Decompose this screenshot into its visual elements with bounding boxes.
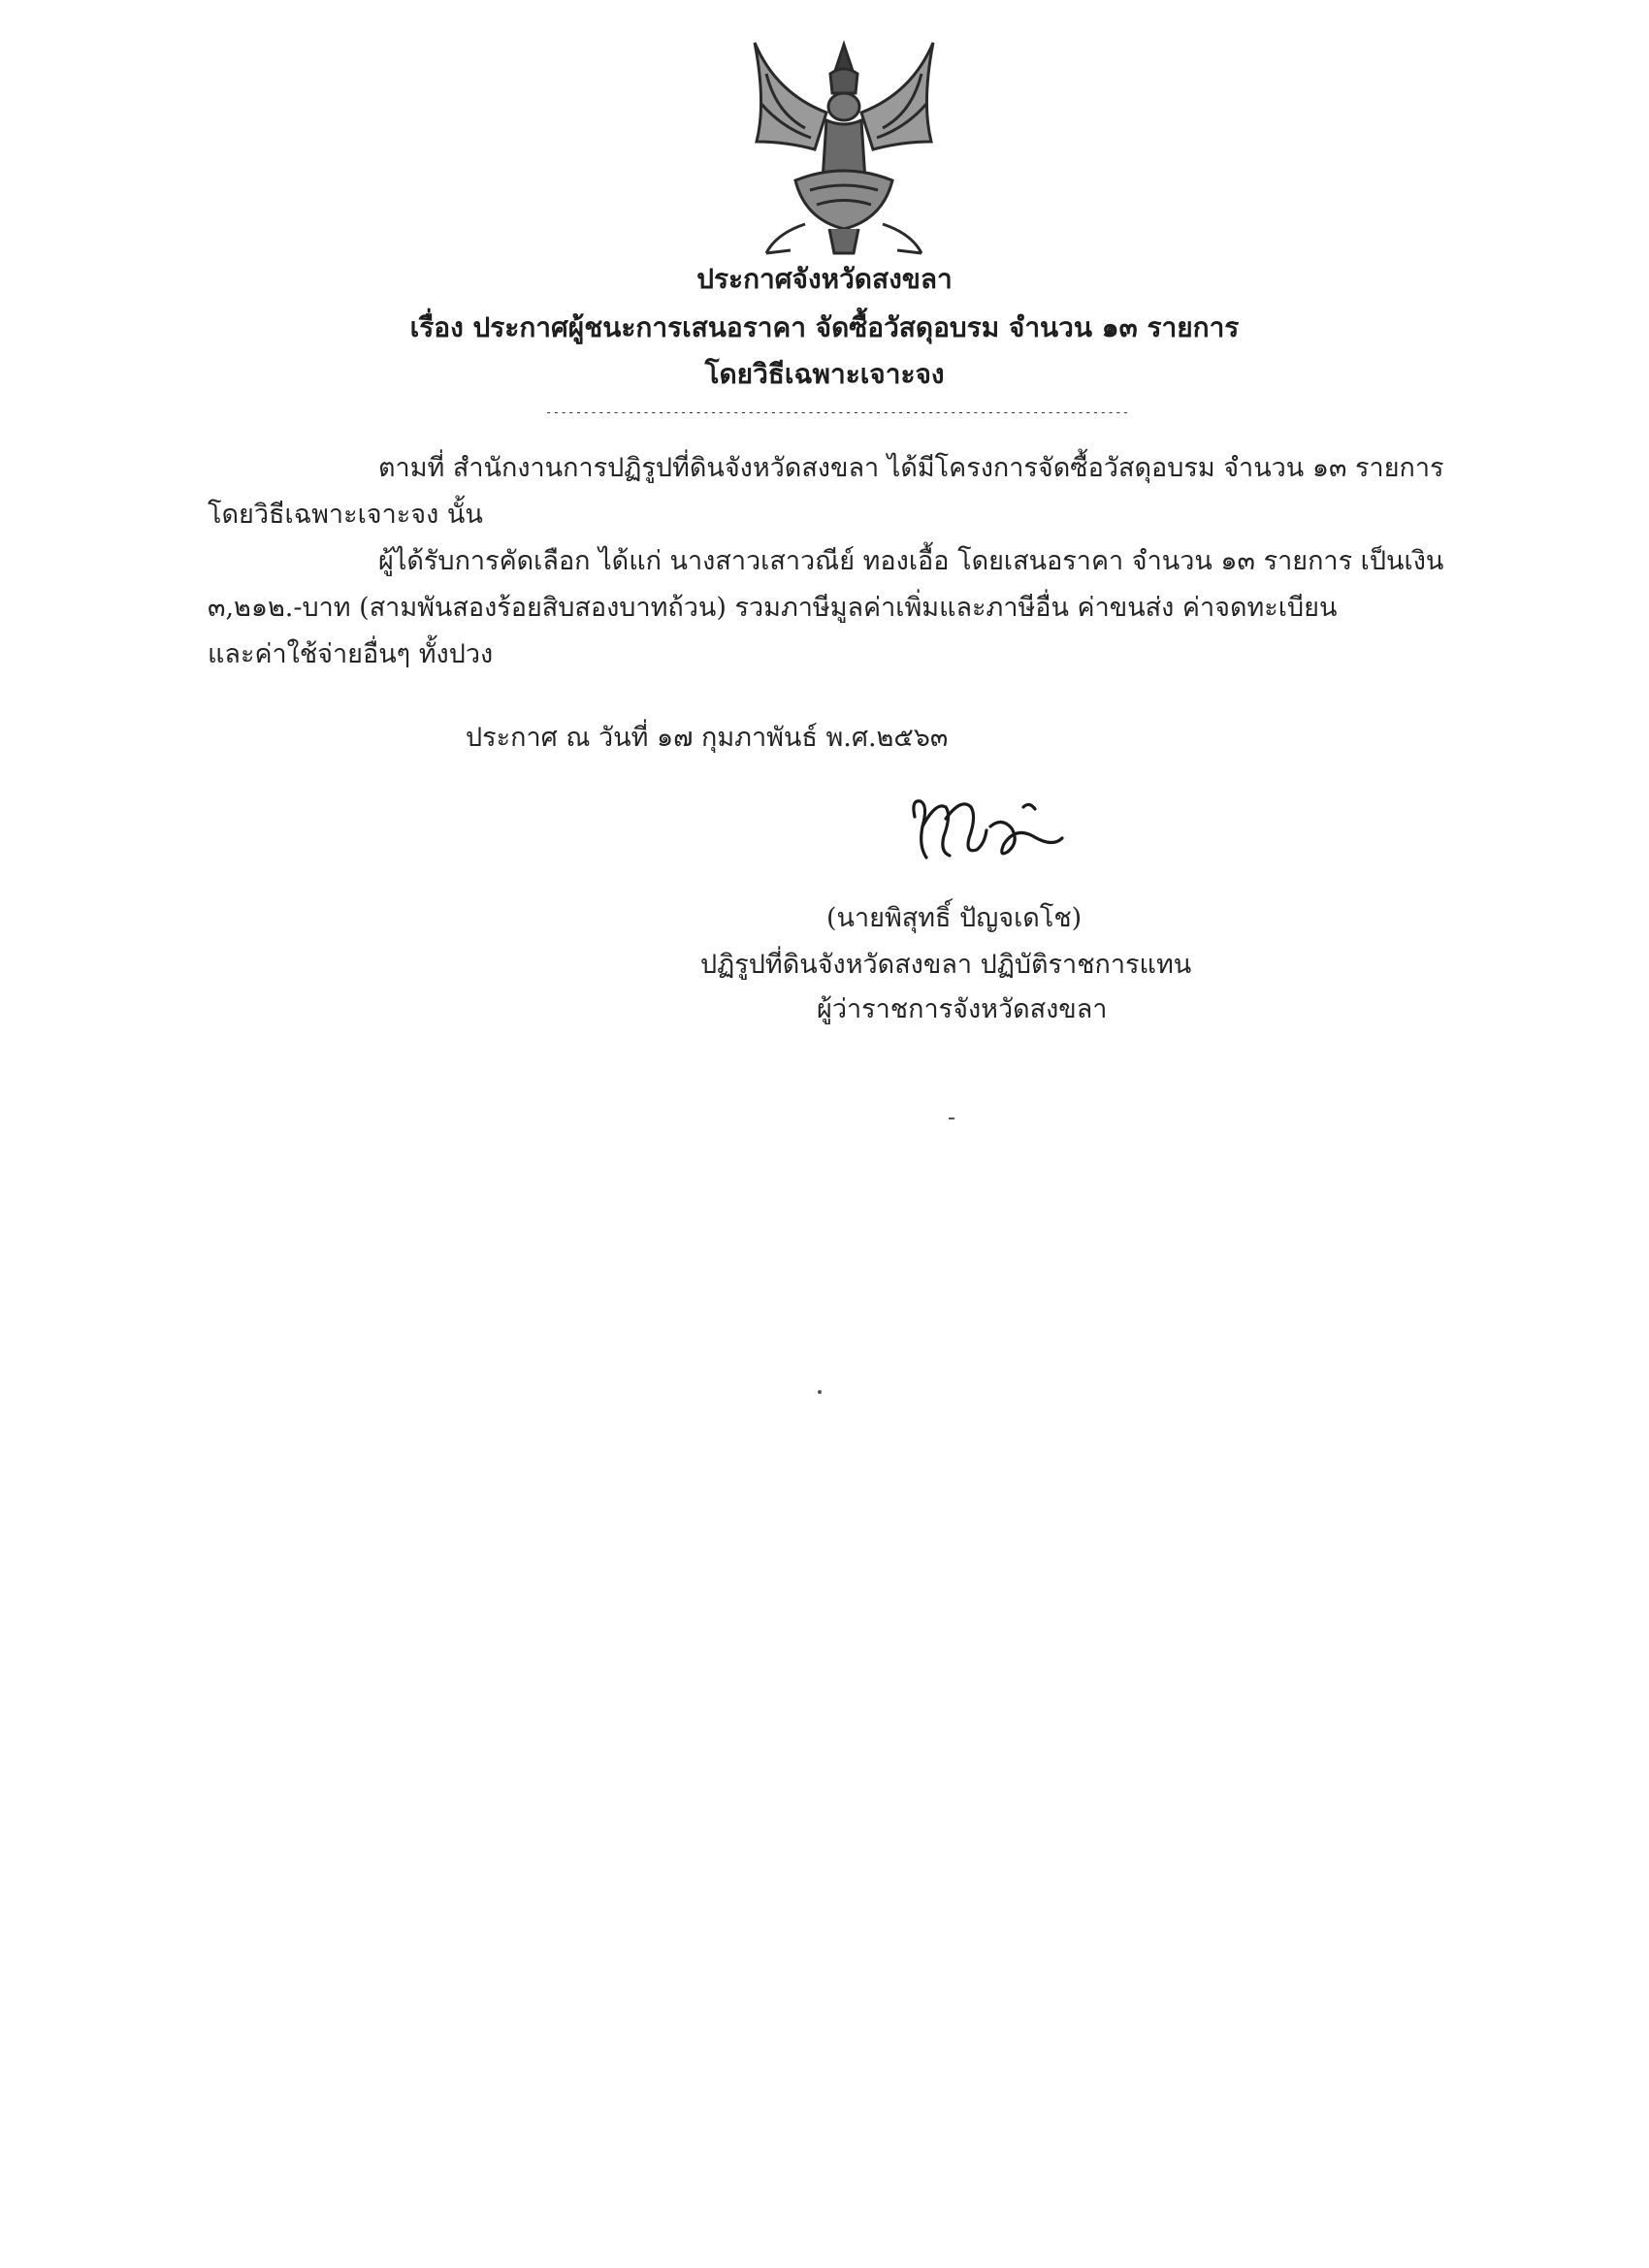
announcement-date: ประกาศ ณ วันที่ ๑๗ กุมภาพันธ์ พ.ศ.๒๕๖๓: [466, 723, 949, 753]
scan-speck: [818, 1390, 822, 1394]
garuda-emblem-icon: [737, 35, 951, 258]
signatory-name: (นายพิสุทธิ์ ปัญจเดโช): [826, 903, 1083, 933]
document-title: ประกาศจังหวัดสงขลา: [696, 263, 953, 295]
procurement-method: โดยวิธีเฉพาะเจาะจง: [704, 358, 945, 390]
paragraph-2-line-3: และค่าใช้จ่ายอื่นๆ ทั้งปวง: [208, 639, 494, 669]
handwritten-signature: [907, 788, 1072, 875]
paragraph-2-line-1: ผู้ได้รับการคัดเลือก ได้แก่ นางสาวเสาวณีย์ ทองเอื้อ โดยเสนอราคา จำนวน ๑๓ รายการ เป็นเงิน: [378, 546, 1444, 576]
paragraph-1-line-2: โดยวิธีเฉพาะเจาะจง นั้น: [208, 500, 483, 530]
paragraph-2-line-2: ๓,๒๑๒.-บาท (สามพันสองร้อยสิบสองบาทถ้วน) รวมภาษีมูลค่าเพิ่มและภาษีอื่น ค่าขนส่ง ค่าจดทะเบียน: [208, 593, 1338, 623]
signatory-position: ปฏิรูปที่ดินจังหวัดสงขลา ปฏิบัติราชการแทน: [700, 950, 1192, 980]
scan-speck: [949, 1118, 954, 1119]
separator-rule: ------------------------------------------------------------------------------: [545, 405, 1130, 419]
document-subject: เรื่อง ประกาศผู้ชนะการเสนอราคา จัดซื้อวัสดุอบรม จำนวน ๑๓ รายการ: [409, 311, 1240, 343]
signatory-title: ผู้ว่าราชการจังหวัดสงขลา: [817, 994, 1108, 1024]
paragraph-1-line-1: ตามที่ สำนักงานการปฏิรูปที่ดินจังหวัดสงขลา ได้มีโครงการจัดซื้อวัสดุอบรม จำนวน ๑๓ รายการ: [378, 453, 1444, 483]
